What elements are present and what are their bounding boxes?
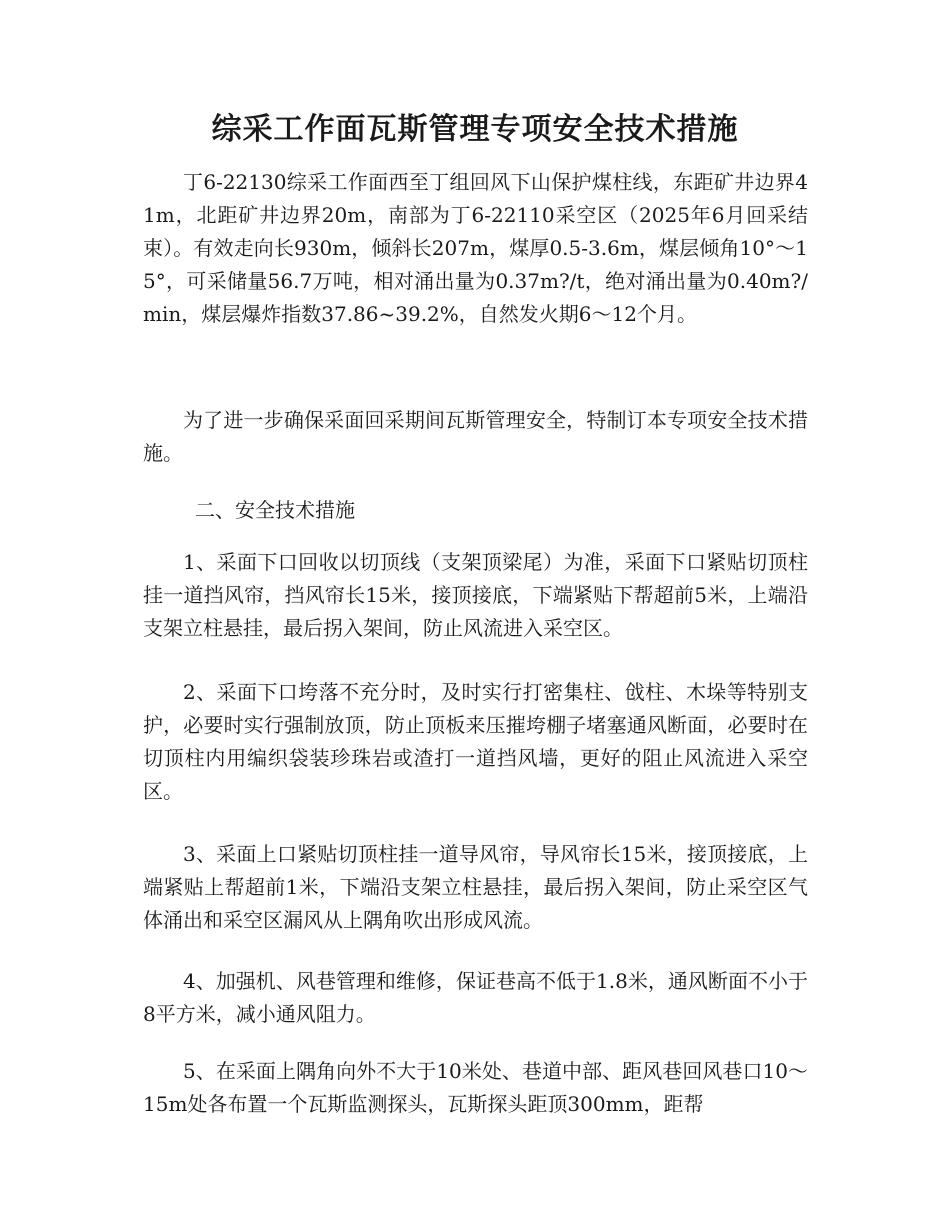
document-title: 综采工作面瓦斯管理专项安全技术措施 <box>211 112 739 147</box>
measure-item-5: 5、在采面上隅角向外不大于10米处、巷道中部、距风巷回风巷口10～15m处各布置一个瓦斯监测探头，瓦斯探头距顶300mm，距帮 <box>143 1059 808 1116</box>
measure-item-4: 4、加强机、风巷管理和维修，保证巷高不低于1.8米，通风断面不小于8平方米，减小通风阻力。 <box>143 969 808 1026</box>
measure-item-2: 2、采面下口垮落不充分时，及时实行打密集柱、戗柱、木垛等特别支护，必要时实行强制放顶，防止顶板来压摧垮棚子堵塞通风断面，必要时在切顶柱内用编织袋装珍珠岩或渣打一道挡风墙，更好的阻止风流进入采空区。 <box>143 680 808 803</box>
purpose-paragraph: 为了进一步确保采面回采期间瓦斯管理安全，特制订本专项安全技术措施。 <box>143 408 808 465</box>
intro-paragraph: 丁6-22130综采工作面西至丁组回风下山保护煤柱线，东距矿井边界41m，北距矿井边界20m，南部为丁6-22110采空区（2025年6月回采结束）。有效走向长930m，倾斜长207m，煤厚0.5-3.6m，煤层倾角10°～15°，可采储量56.7万吨，相对涌出量为0.37m?/t，绝对涌出量为0.40m?/min，煤层爆炸指数37.86~39.2%，自然发火期6～12个月。 <box>143 170 808 326</box>
section-heading: 二、安全技术措施 <box>195 498 355 522</box>
measure-item-1: 1、采面下口回收以切顶线（支架顶梁尾）为准，采面下口紧贴切顶柱挂一道挡风帘，挡风帘长15米，接顶接底，下端紧贴下帮超前5米，上端沿支架立柱悬挂，最后拐入架间，防止风流进入采空区。 <box>143 550 808 640</box>
measure-item-3: 3、采面上口紧贴切顶柱挂一道导风帘，导风帘长15米，接顶接底，上端紧贴上帮超前1米，下端沿支架立柱悬挂，最后拐入架间，防止采空区气体涌出和采空区漏风从上隅角吹出形成风流。 <box>143 842 808 932</box>
